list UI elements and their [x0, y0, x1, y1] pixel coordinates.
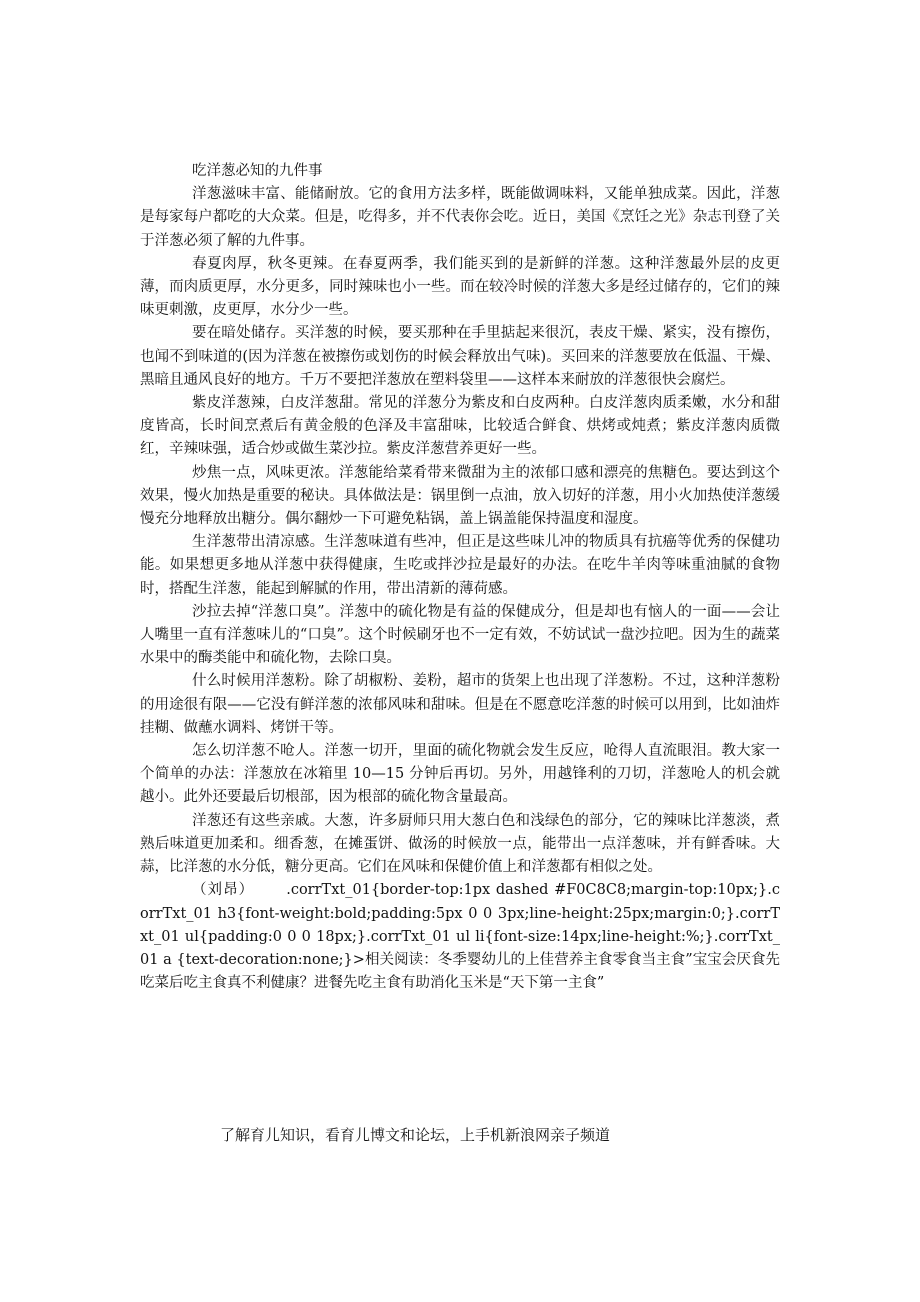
paragraph-salad: 沙拉去掉“洋葱口臭”。洋葱中的硫化物是有益的保健成分，但是却也有恼人的一面——会让人嘴里一直有洋葱味儿的“口臭”。这个时候刷牙也不一定有效，不妨试试一盘沙拉吧。因为生的蔬菜水果中的酶类能中和硫化物，去除口臭。 — [140, 603, 780, 667]
footer-promo: 了解育儿知识，看育儿博文和论坛，上手机新浪网亲子频道 — [220, 1126, 611, 1144]
paragraph-relatives: 洋葱还有这些亲戚。大葱，许多厨师只用大葱白色和浅绿色的部分，它的辣味比洋葱淡，煮熟后味道更加柔和。细香葱，在摊蛋饼、做汤的时候放一点，能带出一点洋葱味，并有鲜香味。大蒜，比洋葱的水分低，糖分更高。它们在风味和保健价值上和洋葱都有相似之处。 — [140, 812, 780, 876]
related-reading — [140, 879, 780, 995]
paragraph-cutting: 怎么切洋葱不呛人。洋葱一切开，里面的硫化物就会发生反应，呛得人直流眼泪。教大家一个简单的办法：洋葱放在冰箱里 10—15 分钟后再切。另外，用越锋利的刀切，洋葱呛人的机会就越小。此外还要最后切根部，因为根部的硫化物含量最高。 — [140, 743, 780, 806]
paragraph-purple-white: 紫皮洋葱辣，白皮洋葱甜。常见的洋葱分为紫皮和白皮两种。白皮洋葱肉质柔嫩，水分和甜度皆高，长时间烹煮后有黄金般的色泽及丰富甜味，比较适合鲜食、烘烤或炖煮；紫皮洋葱肉质微红，辛辣味强，适合炒或做生菜沙拉。紫皮洋葱营养更好一些。 — [140, 395, 780, 458]
related-reading-text: .corrTxt_01{border-top:1px dashed #F0C8C8;margin-top:10px;}.corrTxt_01 h3{font-weight:bold;padding:5px 0 0 3px;line-height:25px;margin:0;}.corrTxt_01 ul{padding:0 0 0 18px;}.corrTxt_01 ul li{font-size:14px;line-height:%;}.corrTxt_01 a {text-decoration:none;}>相关阅读：冬季婴幼儿的上佳营养主食零食当主食”宝宝会厌食先吃菜后吃主食真不利健康？进餐先吃主食有助消化玉米是“天下第一主食” — [140, 882, 780, 992]
paragraph-intro: 洋葱滋味丰富、能储耐放。它的食用方法多样，既能做调味料，又能单独成菜。因此，洋葱是每家每户都吃的大众菜。但是，吃得多，并不代表你会吃。近日，美国《烹饪之光》杂志刊登了关于洋葱必须了解的九件事。 — [140, 186, 780, 249]
article-title: 吃洋葱必知的九件事 — [192, 163, 323, 179]
article-body — [140, 160, 780, 995]
paragraph-raw-onion: 生洋葱带出清凉感。生洋葱味道有些冲，但正是这些味儿冲的物质具有抗癌等优秀的保健功能。如果想更多地从洋葱中获得健康，生吃或拌沙拉是最好的办法。在吃牛羊肉等味重油腻的食物时，搭配生洋葱，能起到解腻的作用，带出清新的薄荷感。 — [140, 534, 780, 597]
paragraph-caramelize: 炒焦一点，风味更浓。洋葱能给菜肴带来微甜为主的浓郁口感和漂亮的焦糖色。要达到这个效果，慢火加热是重要的秘诀。具体做法是：锅里倒一点油，放入切好的洋葱，用小火加热使洋葱缓慢充分地释放出糖分。偶尔翻炒一下可避免粘锅，盖上锅盖能保持温度和湿度。 — [140, 464, 780, 528]
author-credit: （刘昂） — [192, 882, 255, 899]
paragraph-season: 春夏肉厚，秋冬更辣。在春夏两季，我们能买到的是新鲜的洋葱。这种洋葱最外层的皮更薄，而肉质更厚，水分更多，同时辣味也小一些。而在较冷时候的洋葱大多是经过储存的，它们的辣味更刺激，皮更厚，水分少一些。 — [140, 255, 780, 319]
paragraph-onion-powder: 什么时候用洋葱粉。除了胡椒粉、姜粉，超市的货架上也出现了洋葱粉。不过，这种洋葱粉的用途很有限——它没有鲜洋葱的浓郁风味和甜味。但是在不愿意吃洋葱的时候可以用到，比如油炸挂糊、做蘸水调料、烤饼干等。 — [140, 673, 780, 736]
paragraph-storage: 要在暗处储存。买洋葱的时候，要买那种在手里掂起来很沉，表皮干燥、紧实，没有擦伤，也闻不到味道的(因为洋葱在被擦伤或划伤的时候会释放出气味)。买回来的洋葱要放在低温、干燥、黑暗且通风良好的地方。千万不要把洋葱放在塑料袋里——这样本来耐放的洋葱很快会腐烂。 — [140, 325, 780, 388]
